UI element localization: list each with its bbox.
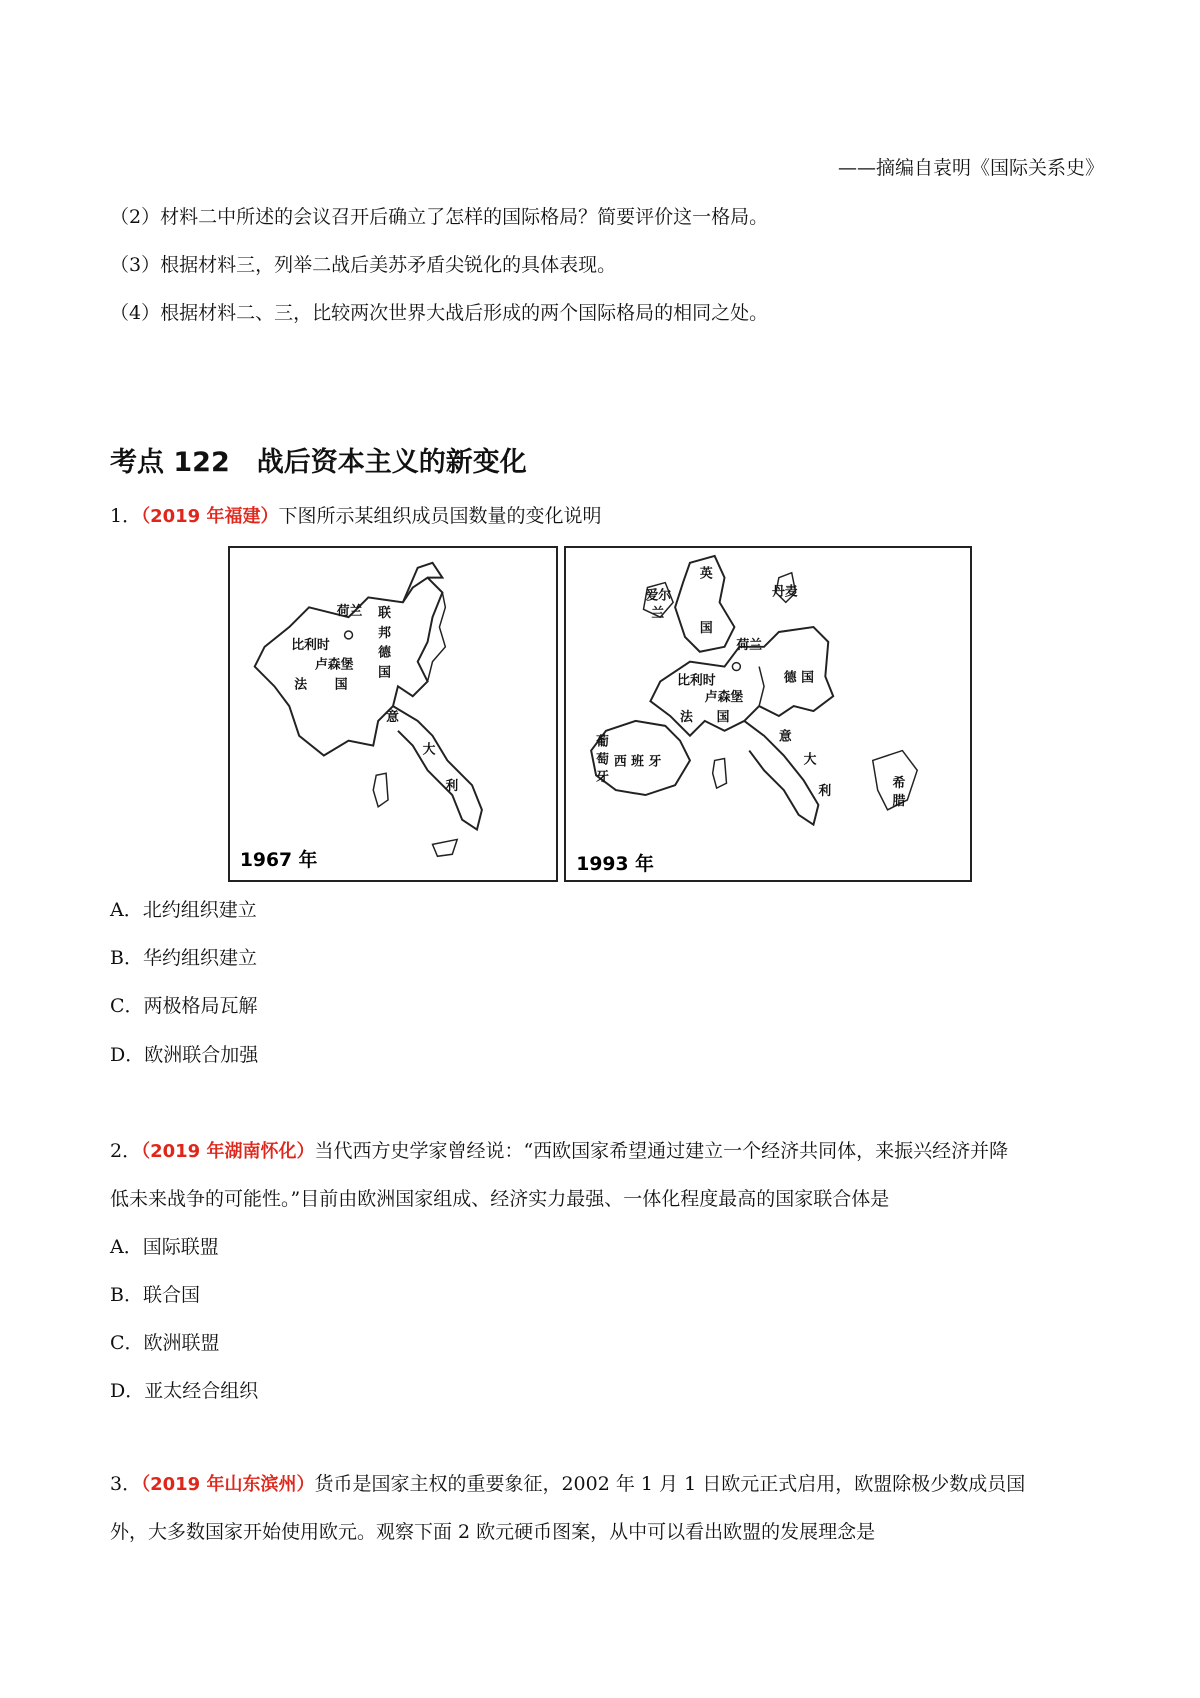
map-label-fed-4: 国 <box>378 665 392 681</box>
source-citation: ——摘编自袁明《国际关系史》 <box>837 157 1104 179</box>
q2-option-d[interactable]: D．亚太经合组织 <box>110 1380 259 1402</box>
map-label-france-2: 国 <box>716 709 730 725</box>
map-label-italy-3: 利 <box>445 779 459 795</box>
question-part-4: （4）根据材料二、三，比较两次世界大战后形成的两个国际格局的相同之处。 <box>110 302 769 324</box>
map-label-netherlands: 荷兰 <box>736 637 763 653</box>
map-label-luxembourg: 卢森堡 <box>314 657 354 673</box>
map-label-uk-1: 英 <box>699 566 713 582</box>
question-1-stem <box>110 502 601 531</box>
q2-option-a[interactable]: A．国际联盟 <box>110 1236 219 1258</box>
map-1967 <box>228 546 558 882</box>
map-label-uk-2: 国 <box>699 620 713 636</box>
map-label-greece-1: 希 <box>892 776 906 792</box>
map-label-fed-1: 联 <box>378 606 392 622</box>
map-label-italy-3: 利 <box>818 784 832 800</box>
map-label-netherlands: 荷兰 <box>336 604 363 620</box>
map-year-label: 1967 年 <box>239 850 318 872</box>
map-label-denmark: 丹麦 <box>771 584 798 600</box>
q2-option-b[interactable]: B．联合国 <box>110 1284 200 1306</box>
map-year-label: 1993 年 <box>576 854 654 876</box>
section-title: 考点 122 战后资本主义的新变化 <box>110 447 527 478</box>
source-tag: （2019 年山东滨州） <box>141 1474 315 1495</box>
question-text: 货币是国家主权的重要象征，2002 年 1 月 1 日欧元正式启用，欧盟除极少数成员国 <box>314 1473 1026 1495</box>
question-3-stem-cont: 外，大多数国家开始使用欧元。观察下面 2 欧元硬币图案，从中可以看出欧盟的发展理念是 <box>110 1521 876 1543</box>
question-part-3: （3）根据材料三，列举二战后美苏矛盾尖锐化的具体表现。 <box>110 254 617 276</box>
source-tag: （2019 年福建） <box>141 506 279 527</box>
map-label-france-2: 国 <box>334 677 348 693</box>
q1-option-a[interactable]: A．北约组织建立 <box>110 899 257 921</box>
map-1993 <box>564 546 972 882</box>
map-label-luxembourg: 卢森堡 <box>704 690 744 706</box>
map-label-belgium: 比利时 <box>291 637 330 653</box>
question-text: 当代西方史学家曾经说：“西欧国家希望通过建立一个经济共同体，来振兴经济并降 <box>314 1140 1009 1162</box>
map-label-ireland-1: 爱尔 <box>645 588 672 604</box>
question-number: 3． <box>110 1473 142 1495</box>
question-3-stem <box>110 1470 1025 1499</box>
map-label-italy-2: 大 <box>803 752 817 768</box>
map-label-portugal-2: 萄 <box>596 752 609 768</box>
question-2-stem <box>110 1137 1008 1166</box>
map-label-fed-2: 邦 <box>378 625 392 641</box>
question-part-2: （2）材料二中所述的会议召开后确立了怎样的国际格局？简要评价这一格局。 <box>110 206 769 228</box>
map-label-italy-2: 大 <box>422 742 436 758</box>
map-label-spain: 西 班 牙 <box>613 754 662 770</box>
question-number: 1． <box>110 505 142 527</box>
map-label-ireland-2: 兰 <box>651 606 665 622</box>
source-tag: （2019 年湖南怀化） <box>141 1141 315 1162</box>
map-label-fed-3: 德 <box>378 645 392 661</box>
map-label-belgium: 比利时 <box>677 673 716 689</box>
map-label-italy-1: 意 <box>386 709 399 725</box>
map-1993-drawing <box>566 548 970 880</box>
q2-option-c[interactable]: C．欧洲联盟 <box>110 1332 220 1354</box>
map-label-france-1: 法 <box>680 709 693 725</box>
map-label-greece-2: 腊 <box>892 793 906 809</box>
question-number: 2． <box>110 1140 142 1162</box>
question-text: 下图所示某组织成员国数量的变化说明 <box>278 505 602 527</box>
map-1967-drawing <box>230 548 556 880</box>
map-label-france-1: 法 <box>294 677 308 693</box>
q1-option-b[interactable]: B．华约组织建立 <box>110 947 257 969</box>
map-label-germany: 德 国 <box>783 670 814 686</box>
map-label-italy-1: 意 <box>778 729 792 745</box>
question-2-stem-cont: 低未来战争的可能性。”目前由欧洲国家组成、经济实力最强、一体化程度最高的国家联合体是 <box>110 1188 890 1210</box>
map-label-portugal-1: 葡 <box>596 734 609 750</box>
q1-option-d[interactable]: D．欧洲联合加强 <box>110 1044 259 1066</box>
q1-option-c[interactable]: C．两极格局瓦解 <box>110 995 258 1017</box>
map-label-portugal-3: 牙 <box>596 770 609 786</box>
